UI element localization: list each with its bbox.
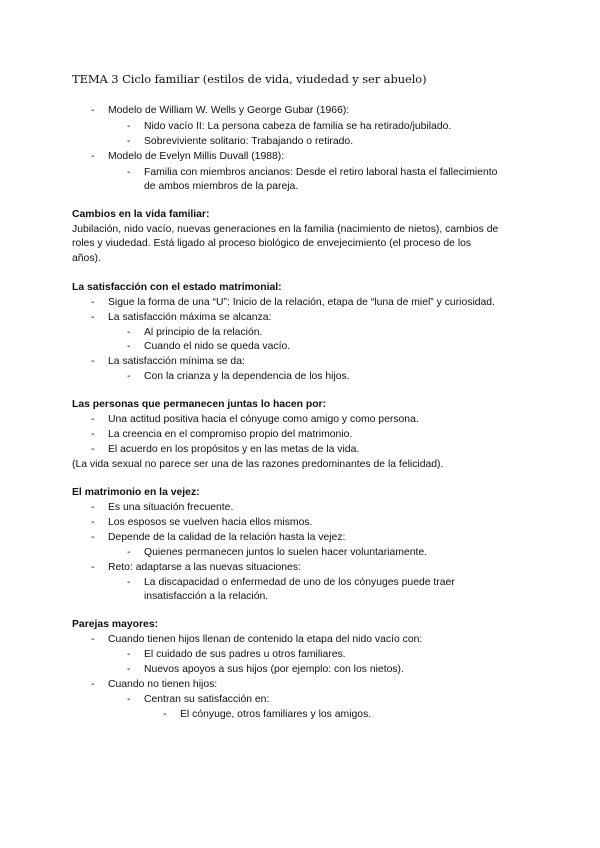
list-item: Cuando no tienen hijos: bbox=[108, 679, 218, 690]
bullet-dash: - bbox=[91, 151, 95, 162]
list-item: Sigue la forma de una “U”: Inicio de la relación, etapa de “luna de miel” y curiosidad. bbox=[108, 297, 495, 308]
list-item-continuation: insatisfacción a la relación. bbox=[144, 591, 269, 602]
bullet-dash: - bbox=[163, 709, 167, 720]
bullet-dash: - bbox=[91, 297, 95, 308]
list-item: Depende de la calidad de la relación hasta la vejez: bbox=[108, 532, 346, 543]
bullet-dash: - bbox=[91, 679, 95, 690]
paragraph-line: años). bbox=[72, 253, 101, 264]
bullet-dash: - bbox=[127, 136, 131, 147]
section-heading: Cambios en la vida familiar: bbox=[72, 209, 210, 220]
note-line: (La vida sexual no parece ser una de las razones predominantes de la felicidad). bbox=[72, 459, 444, 470]
bullet-dash: - bbox=[91, 444, 95, 455]
list-item: Reto: adaptarse a las nuevas situaciones: bbox=[108, 562, 301, 573]
bullet-dash: - bbox=[127, 341, 131, 352]
list-item: Quienes permanecen juntos lo suelen hacer voluntariamente. bbox=[144, 547, 428, 558]
bullet-dash: - bbox=[127, 327, 131, 338]
bullet-dash: - bbox=[127, 694, 131, 705]
list-item: La satisfacción mínima se da: bbox=[108, 356, 245, 367]
section-heading: Las personas que permanecen juntas lo hacen por: bbox=[72, 399, 327, 410]
bullet-dash: - bbox=[91, 517, 95, 528]
bullet-dash: - bbox=[91, 502, 95, 513]
list-item: Sobreviviente solitario: Trabajando o retirado. bbox=[144, 136, 354, 147]
list-item: Al principio de la relación. bbox=[144, 327, 263, 338]
bullet-dash: - bbox=[91, 105, 95, 116]
list-item: Familia con miembros ancianos: Desde el retiro laboral hasta el fallecimiento bbox=[144, 167, 498, 178]
section-heading: El matrimonio en la vejez: bbox=[72, 487, 200, 498]
bullet-dash: - bbox=[91, 414, 95, 425]
list-item: Nuevos apoyos a sus hijos (por ejemplo: con los nietos). bbox=[144, 664, 404, 675]
bullet-dash: - bbox=[91, 356, 95, 367]
bullet-dash: - bbox=[91, 634, 95, 645]
list-item: Cuando tienen hijos llenan de contenido la etapa del nido vacío con: bbox=[108, 634, 423, 645]
bullet-dash: - bbox=[127, 649, 131, 660]
list-item: El acuerdo en los propósitos y en las metas de la vida. bbox=[108, 444, 360, 455]
list-item: Es una situación frecuente. bbox=[108, 502, 234, 513]
section-heading: Parejas mayores: bbox=[72, 619, 159, 630]
list-item: La discapacidad o enfermedad de uno de los cónyuges puede traer bbox=[144, 577, 455, 588]
list-item: Una actitud positiva hacia el cónyuge como amigo y como persona. bbox=[108, 414, 419, 425]
list-item: Con la crianza y la dependencia de los hijos. bbox=[144, 371, 350, 382]
bullet-dash: - bbox=[127, 371, 131, 382]
list-item: Modelo de Evelyn Millis Duvall (1988): bbox=[108, 151, 285, 162]
list-item: El cónyuge, otros familiares y los amigos. bbox=[180, 709, 372, 720]
list-item: Cuando el nido se queda vacío. bbox=[144, 341, 291, 352]
bullet-dash: - bbox=[127, 547, 131, 558]
bullet-dash: - bbox=[91, 562, 95, 573]
bullet-dash: - bbox=[127, 577, 131, 588]
list-item: Los esposos se vuelven hacia ellos mismos. bbox=[108, 517, 313, 528]
bullet-dash: - bbox=[91, 312, 95, 323]
bullet-dash: - bbox=[91, 532, 95, 543]
bullet-dash: - bbox=[91, 429, 95, 440]
paragraph-line: Jubilación, nido vacío, nuevas generaciones en la familia (nacimiento de nietos), cambios de bbox=[72, 224, 499, 235]
section-heading: La satisfacción con el estado matrimonial: bbox=[72, 282, 282, 293]
list-item: Modelo de William W. Wells y George Gubar (1966): bbox=[108, 105, 350, 116]
list-item: Nido vacío II: La persona cabeza de familia se ha retirado/jubilado. bbox=[144, 121, 452, 132]
bullet-dash: - bbox=[127, 121, 131, 132]
bullet-dash: - bbox=[127, 167, 131, 178]
list-item: La satisfacción máxima se alcanza: bbox=[108, 312, 272, 323]
page-title: TEMA 3 Ciclo familiar (estilos de vida, viudedad y ser abuelo) bbox=[72, 72, 427, 86]
list-item: El cuidado de sus padres u otros familiares. bbox=[144, 649, 346, 660]
bullet-dash: - bbox=[127, 664, 131, 675]
list-item-continuation: de ambos miembros de la pareja. bbox=[144, 181, 299, 192]
paragraph-line: roles y viudedad. Está ligado al proceso biológico de envejecimiento (el proceso de los bbox=[72, 238, 472, 249]
list-item: Centran su satisfacción en: bbox=[144, 694, 270, 705]
list-item: La creencia en el compromiso propio del matrimonio. bbox=[108, 429, 353, 440]
